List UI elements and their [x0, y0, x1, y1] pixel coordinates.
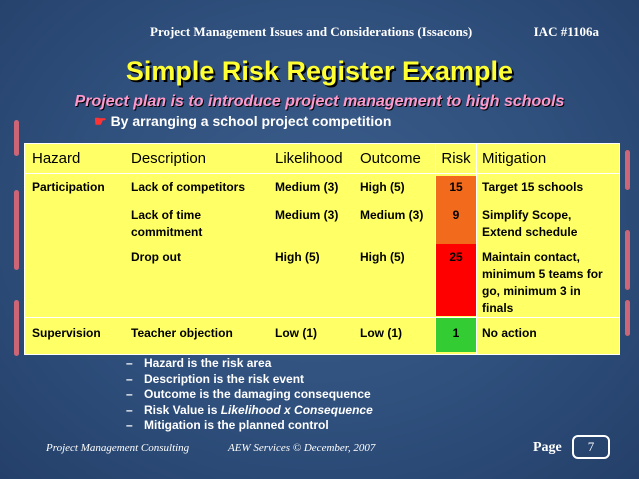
row1-mitigation: Target 15 schools: [482, 180, 584, 194]
left-decor-bar-mid: [14, 190, 19, 270]
row2-mitigation: Simplify Scope, Extend schedule: [482, 208, 578, 239]
footer-company: Project Management Consulting: [46, 442, 190, 454]
row3-risk-value: 25: [449, 250, 463, 264]
row4-mitigation: No action: [482, 326, 537, 340]
row-divider: [25, 317, 619, 318]
definition-notes: [126, 356, 373, 434]
right-decor-bar-top: [625, 150, 630, 190]
row1-outcome: High (5): [360, 180, 405, 194]
right-decor-bar-bottom: [625, 300, 630, 336]
header-risk: Risk: [441, 150, 471, 167]
page-number-box: 7: [572, 435, 610, 459]
header-outcome: Outcome: [360, 150, 421, 167]
slide-subtitle: Project plan is to introduce project management to high schools: [74, 93, 565, 110]
row4-description: Teacher objection: [131, 326, 233, 340]
row3-mitigation: Maintain contact, minimum 5 teams for go, minimum 3 in finals: [482, 250, 603, 315]
bullet-point: [94, 113, 391, 130]
pointing-hand-icon: ☛: [94, 113, 107, 129]
row1-description: Lack of competitors: [131, 180, 246, 194]
header-mitigation: Mitigation: [482, 150, 547, 167]
note-item: – Description is the risk event: [126, 371, 305, 386]
row4-outcome: Low (1): [360, 326, 402, 340]
note-item: – Risk Value is Likelihood x Consequence: [126, 402, 373, 417]
row4-hazard: Supervision: [32, 326, 101, 340]
risk-register-table: [24, 143, 620, 355]
row1-likelihood: Medium (3): [275, 180, 339, 194]
header-title: Project Management Issues and Considerations (Issacons): [150, 24, 473, 39]
header-likelihood: Likelihood: [275, 150, 343, 167]
row2-description: Lack of time commitment: [131, 208, 203, 239]
page-label: Page: [533, 440, 562, 455]
row3-description: Drop out: [131, 250, 181, 264]
row2-outcome: Medium (3): [360, 208, 424, 222]
header-hazard: Hazard: [32, 150, 81, 167]
row3-likelihood: High (5): [275, 250, 320, 264]
row4-risk-value: 1: [452, 326, 460, 340]
row1-hazard: Participation: [32, 180, 105, 194]
row2-risk-value: 9: [452, 208, 460, 222]
risk-column-right-border: [476, 144, 477, 354]
left-decor-bar-top: [14, 120, 19, 156]
left-decor-bar-bottom: [14, 300, 19, 356]
header-divider: [25, 173, 619, 174]
slide-header: [150, 24, 599, 42]
note-item: – Mitigation is the planned control: [126, 418, 329, 432]
row4-likelihood: Low (1): [275, 326, 317, 340]
footer-copyright: AEW Services © December, 2007: [228, 442, 376, 454]
header-code: IAC #1106a: [533, 24, 599, 39]
header-description: Description: [131, 150, 207, 167]
bullet-text: By arranging a school project competition: [110, 113, 392, 129]
note-item: – Outcome is the damaging consequence: [126, 387, 371, 401]
row3-outcome: High (5): [360, 250, 405, 264]
row2-likelihood: Medium (3): [275, 208, 339, 222]
right-decor-bar-mid: [625, 230, 630, 290]
slide-title: Simple Risk Register Example: [125, 56, 514, 86]
row1-risk-value: 15: [449, 180, 463, 194]
note-item: – Hazard is the risk area: [126, 356, 272, 370]
